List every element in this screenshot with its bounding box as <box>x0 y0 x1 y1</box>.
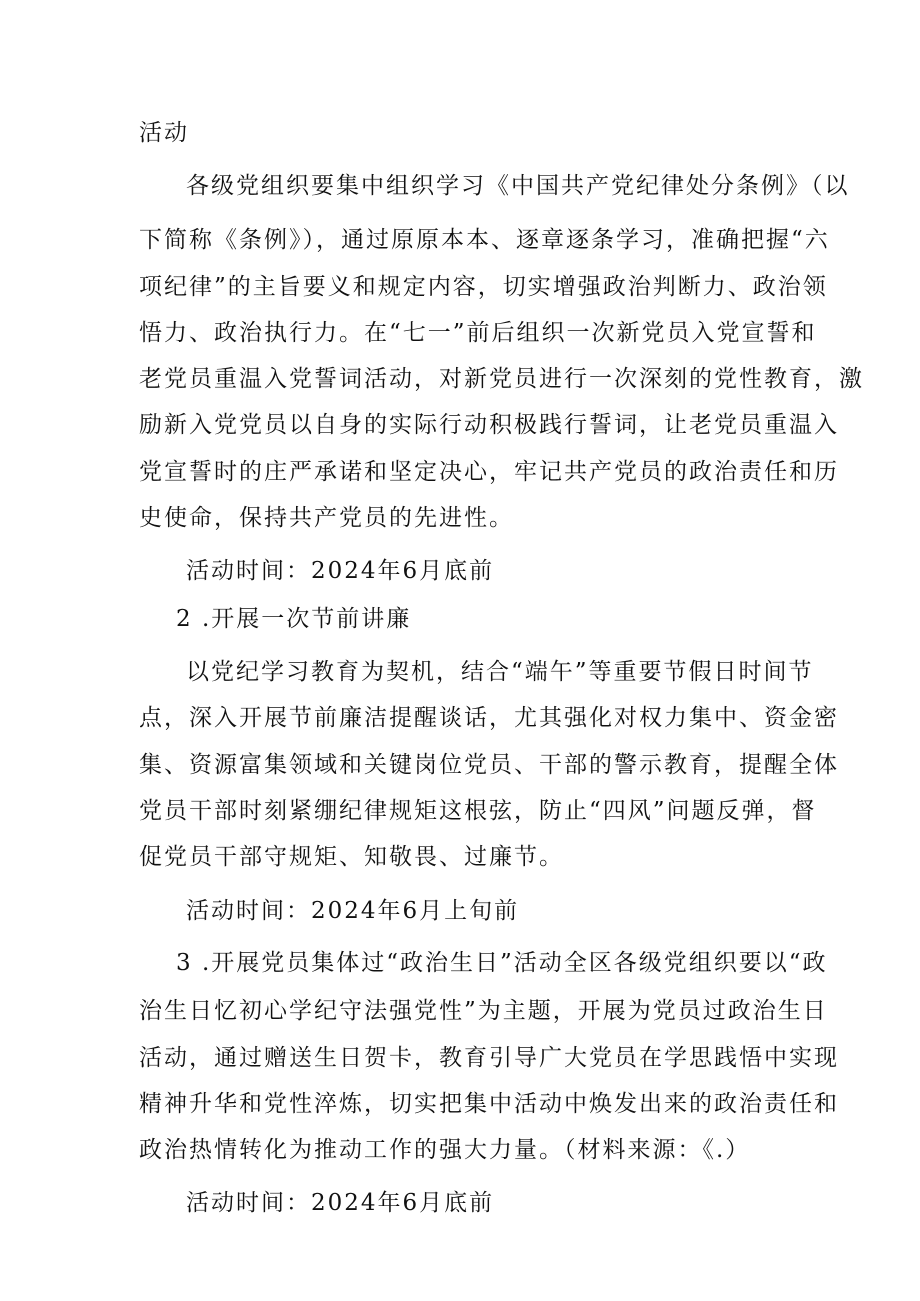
paragraph-line: 治生日忆初心学纪守法强党性”为主题，开展为党员过政治生日 <box>139 998 828 1024</box>
paragraph-line: 以党纪学习教育为契机，结合“端午”等重要节假日时间节 <box>186 659 814 685</box>
activity-time-line: 活动时间：2024年6月上旬前 <box>186 898 520 924</box>
paragraph-line: 各级党组织要集中组织学习《中国共产党纪律处分条例》（以 <box>186 173 850 199</box>
paragraph-line: 党员干部时刻紧绷纪律规矩这根弦，防止“四风”问题反弹，督 <box>139 798 817 824</box>
paragraph-line: 史使命，保持共产党员的先进性。 <box>139 505 514 531</box>
paragraph-line: 下简称《条例》），通过原原本本、逐章逐条学习，准确把握“六 <box>139 227 830 253</box>
paragraph-line: 活动，通过赠送生日贺卡，教育引导广大党员在学思践悟中实现 <box>139 1045 839 1071</box>
paragraph-line: 点，深入开展节前廉洁提醒谈话，尤其强化对权力集中、资金密 <box>139 705 839 731</box>
paragraph-line: 政治热情转化为推动工作的强大力量。（材料来源：《.） <box>139 1137 751 1163</box>
activity-time-line: 活动时间：2024年6月底前 <box>186 1190 495 1216</box>
paragraph-line: 精神升华和党性淬炼，切实把集中活动中焕发出来的政治责任和 <box>139 1091 839 1117</box>
paragraph-line: 老党员重温入党誓词活动，对新党员进行一次深刻的党性教育，激 <box>139 366 864 392</box>
text-line: 活动 <box>139 120 189 146</box>
activity-time-line: 活动时间：2024年6月底前 <box>186 558 495 584</box>
paragraph-line: 项纪律”的主旨要义和规定内容，切实增强政治判断力、政治领 <box>139 274 828 300</box>
paragraph-line: 集、资源富集领域和关键岗位党员、干部的警示教育，提醒全体 <box>139 752 839 778</box>
paragraph-line: 促党员干部守规矩、知敬畏、过廉节。 <box>139 844 564 870</box>
paragraph-line: 励新入党党员以自身的实际行动积极践行誓词，让老党员重温入 <box>139 412 839 438</box>
section-heading: 2 .开展一次节前讲廉 <box>176 606 412 632</box>
paragraph-line: 悟力、政治执行力。在“七一”前后组织一次新党员入党宣誓和 <box>139 320 817 346</box>
paragraph-line: 3 .开展党员集体过“政治生日”活动全区各级党组织要以“政 <box>176 950 828 976</box>
paragraph-line: 党宣誓时的庄严承诺和坚定决心，牢记共产党员的政治责任和历 <box>139 459 839 485</box>
